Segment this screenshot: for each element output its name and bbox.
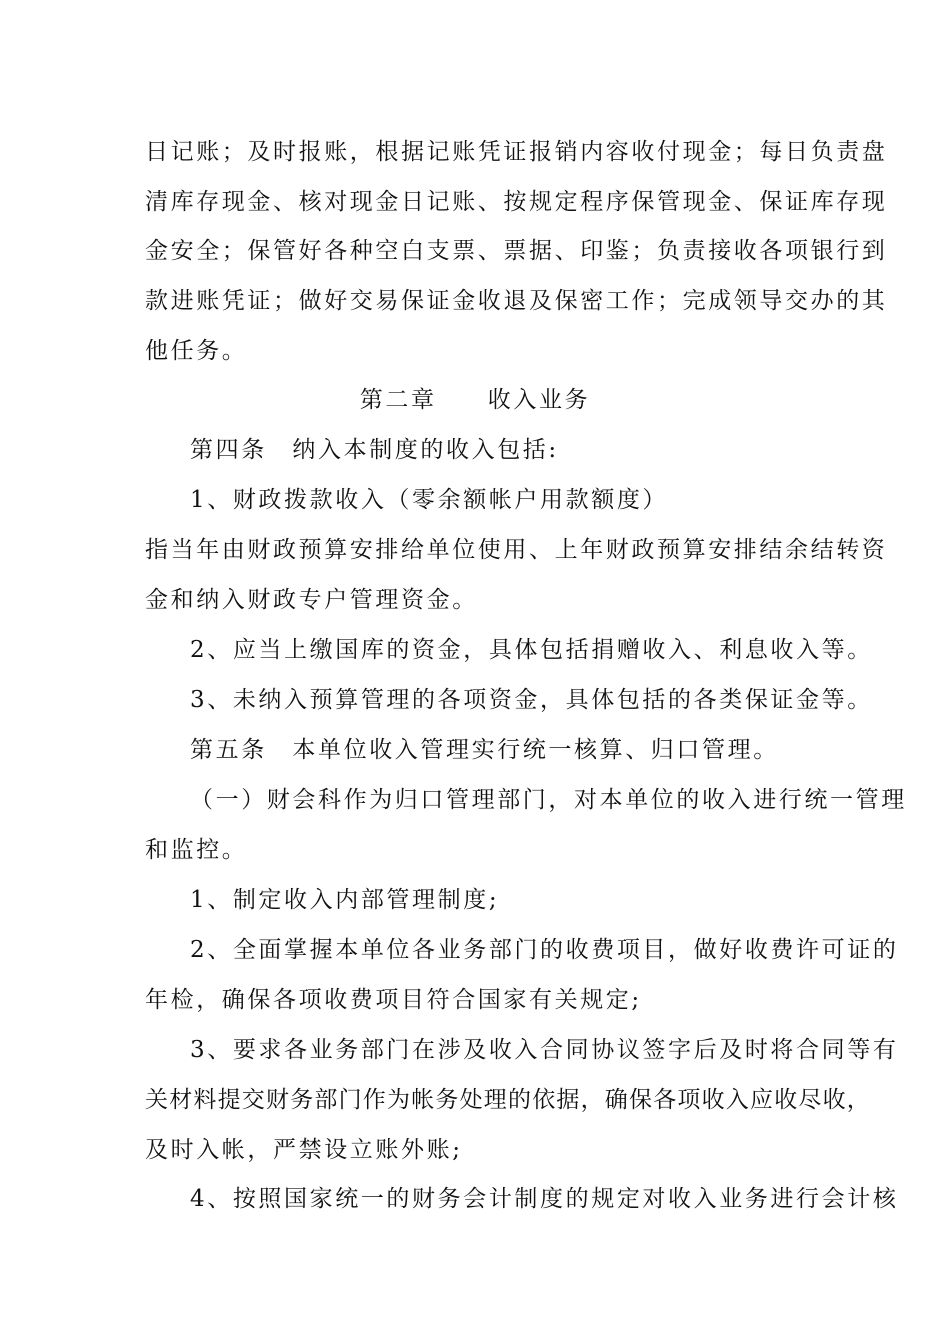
list-item: 1、制定收入内部管理制度; [190, 887, 500, 913]
body-text-line: 他任务。 [145, 338, 248, 364]
paragraph-start: （一）财会科作为归口管理部门，对本单位的收入进行统一管理 [190, 787, 907, 813]
article-heading: 第四条 纳入本制度的收入包括: [190, 437, 559, 463]
chapter-heading: 第二章 收入业务 [359, 387, 591, 413]
body-text-line: 日记账；及时报账，根据记账凭证报销内容收付现金；每日负责盘 [145, 139, 888, 165]
list-item: 3、未纳入预算管理的各项资金，具体包括的各类保证金等。 [190, 687, 873, 713]
list-item: 2、应当上缴国库的资金，具体包括捐赠收入、利息收入等。 [190, 637, 873, 663]
body-text-line: 金安全；保管好各种空白支票、票据、印鉴；负责接收各项银行到 [145, 238, 888, 264]
body-text-line: 及时入帐，严禁设立账外账; [145, 1137, 463, 1163]
body-text-line: 款进账凭证；做好交易保证金收退及保密工作；完成领导交办的其 [145, 288, 888, 314]
body-text-line: 年检，确保各项收费项目符合国家有关规定; [145, 987, 642, 1013]
list-item: 1、财政拨款收入（零余额帐户用款额度） [190, 487, 669, 513]
body-text-line: 和监控。 [145, 837, 248, 863]
body-text-line: 指当年由财政预算安排给单位使用、上年财政预算安排结余结转资 [145, 537, 888, 563]
list-item: 2、全面掌握本单位各业务部门的收费项目，做好收费许可证的 [190, 937, 899, 963]
body-text-line: 清库存现金、核对现金日记账、按规定程序保管现金、保证库存现 [145, 189, 888, 215]
article-heading: 第五条 本单位收入管理实行统一核算、归口管理。 [190, 737, 779, 763]
list-item: 3、要求各业务部门在涉及收入合同协议签字后及时将合同等有 [190, 1037, 899, 1063]
body-text-line: 金和纳入财政专户管理资金。 [145, 587, 478, 613]
list-item: 4、按照国家统一的财务会计制度的规定对收入业务进行会计核 [190, 1186, 899, 1212]
body-text-line: 关材料提交财务部门作为帐务处理的依据，确保各项收入应收尽收， [145, 1087, 871, 1113]
